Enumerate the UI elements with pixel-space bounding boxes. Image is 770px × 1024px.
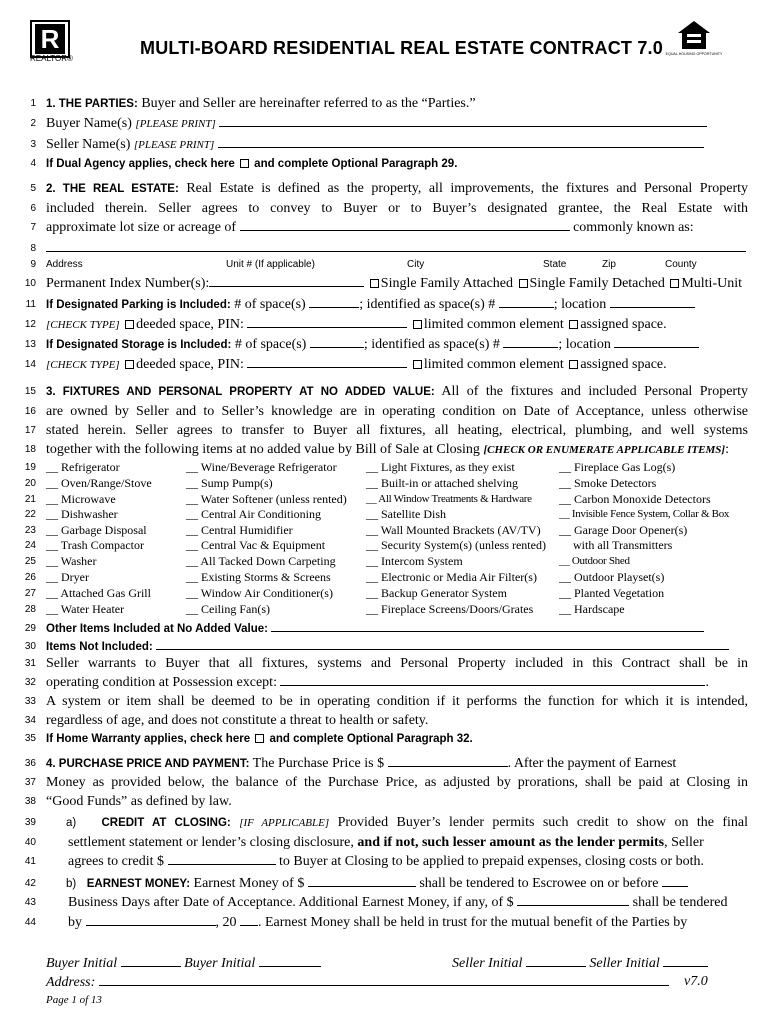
item-row: 26 __ Dryer __ Existing Storms & Screens __ Electronic or Media Air Filter(s) __ Outdoor Playset(s) bbox=[24, 570, 665, 584]
line-2 bbox=[22, 114, 748, 134]
line-44: 44 by , 20 . Earnest Money shall be held in trust for the mutual benefit of the Parties by bbox=[22, 913, 748, 933]
line-14: 14 [CHECK TYPE] deeded space, PIN: limited common element assigned space. bbox=[22, 355, 748, 375]
line-16: 16 are owned by Seller and to Seller’s knowledge are in operating condition on Date of Acceptance, unless otherwise bbox=[22, 402, 748, 422]
home-warranty-checkbox[interactable] bbox=[255, 734, 264, 743]
line-13: 13 If Designated Storage is Included: # of space(s) ; identified as space(s) # ; location bbox=[22, 335, 748, 355]
line-9 bbox=[22, 255, 748, 275]
line-43: 43 Business Days after Date of Acceptance. Additional Earnest Money, if any, of $ shall be tendered bbox=[22, 893, 748, 913]
line-number: 13 bbox=[24, 339, 36, 350]
note: [PLEASE PRINT] bbox=[135, 118, 216, 130]
footer-address-field[interactable] bbox=[99, 974, 669, 986]
single-family-detached-checkbox[interactable] bbox=[519, 279, 528, 288]
storage-location-field[interactable] bbox=[614, 336, 699, 348]
item-row: 20 __ Oven/Range/Stove __ Sump Pump(s) __ Built-in or attached shelving __ Smoke Detectors bbox=[24, 476, 657, 490]
line-29: 29 Other Items Included at No Added Value: bbox=[22, 619, 748, 639]
line-number: 29 bbox=[24, 623, 36, 634]
multi-unit-checkbox[interactable] bbox=[670, 279, 679, 288]
line-number: 37 bbox=[24, 777, 36, 788]
equal-housing-icon bbox=[665, 19, 723, 59]
line-39: 39 a) CREDIT AT CLOSING: [IF APPLICABLE] Provided Buyer’s lender permits such credit to show on the final bbox=[22, 813, 748, 833]
page-number: Page 1 of 13 bbox=[46, 994, 102, 1006]
line-number: 16 bbox=[24, 406, 36, 417]
parking-pin-field[interactable] bbox=[247, 316, 407, 328]
city-caption: City bbox=[407, 259, 425, 270]
line-number: 15 bbox=[24, 386, 36, 397]
line-32: 32 operating condition at Possession except: . bbox=[22, 673, 748, 693]
section-heading: 3. FIXTURES AND PERSONAL PROPERTY AT NO ADDED VALUE: bbox=[46, 386, 435, 398]
item-row: 28 __ Water Heater __ Ceiling Fan(s) __ Fireplace Screens/Doors/Grates __ Hardscape bbox=[24, 602, 625, 616]
storage-pin-field[interactable] bbox=[247, 356, 407, 368]
earnest-money-field[interactable] bbox=[308, 875, 416, 887]
line-41: 41 agrees to credit $ to Buyer at Closing to be applied to prepaid expenses, closing costs or both. bbox=[22, 852, 748, 872]
dual-agency-checkbox[interactable] bbox=[240, 159, 249, 168]
storage-deeded-checkbox[interactable] bbox=[125, 360, 134, 369]
line-number: 30 bbox=[24, 641, 36, 652]
line-15: 15 3. FIXTURES AND PERSONAL PROPERTY AT NO ADDED VALUE: All of the fixtures and included Personal Property bbox=[22, 382, 748, 402]
line-number: 31 bbox=[24, 658, 36, 669]
parking-space-field[interactable] bbox=[499, 296, 554, 308]
eho-caption: EQUAL HOUSING OPPORTUNITY bbox=[665, 52, 723, 56]
unit-caption: Unit # (If applicable) bbox=[226, 259, 315, 270]
line-11: 11 If Designated Parking is Included: # of space(s) ; identified as space(s) # ; location bbox=[22, 295, 748, 315]
single-family-attached-checkbox[interactable] bbox=[370, 279, 379, 288]
storage-assigned-checkbox[interactable] bbox=[569, 360, 578, 369]
line-33: 33 A system or item shall be deemed to be in operating condition if it performs the function for which it is intended, bbox=[22, 692, 748, 712]
item-row: 25 __ Washer __ All Tacked Down Carpeting __ Intercom System __ Outdoor Shed bbox=[24, 554, 630, 568]
parking-assigned-checkbox[interactable] bbox=[569, 320, 578, 329]
storage-limited-checkbox[interactable] bbox=[413, 360, 422, 369]
line-6: 6 included therein. Seller agrees to convey to Buyer or to Buyer’s designated grantee, the Real Estate with bbox=[22, 199, 748, 219]
parking-deeded-checkbox[interactable] bbox=[125, 320, 134, 329]
storage-count-field[interactable] bbox=[310, 336, 364, 348]
line-number: 18 bbox=[24, 444, 36, 455]
seller-name-field[interactable] bbox=[218, 136, 704, 148]
line-number: 9 bbox=[30, 259, 36, 270]
line-number: 2 bbox=[30, 118, 36, 129]
line-42: 42 b) EARNEST MONEY: Earnest Money of $ shall be tendered to Escrowee on or before bbox=[22, 874, 748, 894]
state-caption: State bbox=[543, 259, 567, 270]
other-items-field[interactable] bbox=[271, 620, 704, 632]
line-number: 12 bbox=[24, 319, 36, 330]
line-10: 10 Permanent Index Number(s): Single Family Attached Single Family Detached Multi-Unit bbox=[22, 274, 748, 294]
buyer-initial-2-field[interactable] bbox=[259, 955, 321, 967]
line-number: 1 bbox=[30, 98, 36, 109]
credit-amount-field[interactable] bbox=[168, 853, 276, 865]
item-row: 27 __ Attached Gas Grill __ Window Air Conditioner(s) __ Backup Generator System __ Planted Vegetation bbox=[24, 586, 665, 600]
property-address-field[interactable] bbox=[46, 240, 746, 252]
line-7: 7 approximate lot size or acreage of commonly known as: bbox=[22, 218, 748, 238]
line-40: 40 settlement statement or lender’s closing disclosure, and if not, such lesser amount as the lender permits, Seller bbox=[22, 833, 748, 853]
lot-size-field[interactable] bbox=[240, 219, 570, 231]
line-30: 30 Items Not Included: bbox=[22, 637, 748, 657]
note: [PLEASE PRINT] bbox=[133, 139, 215, 151]
item-row: 21 __ Microwave __ Water Softener (unless rented) __ All Window Treatments & Hardware __ Carbon Monoxide Detectors bbox=[24, 492, 711, 506]
parking-count-field[interactable] bbox=[309, 296, 359, 308]
line-4: 4 If Dual Agency applies, check here and complete Optional Paragraph 29. bbox=[22, 154, 748, 174]
seller-initial-2-field[interactable] bbox=[663, 955, 708, 967]
line-18: 18 together with the following items at no added value by Bill of Sale at Closing [CHECK OR ENUMERATE APPLICABLE ITEMS]: bbox=[22, 440, 748, 460]
line-number: 42 bbox=[24, 878, 36, 889]
buyer-initial-1-field[interactable] bbox=[121, 955, 181, 967]
line-number: 40 bbox=[24, 837, 36, 848]
version-label: v7.0 bbox=[684, 974, 708, 989]
seller-name-label: Seller Name(s) bbox=[46, 137, 131, 152]
line-number: 34 bbox=[24, 715, 36, 726]
page-title: MULTI-BOARD RESIDENTIAL REAL ESTATE CONTRACT 7.0 bbox=[140, 38, 663, 58]
line-number: 14 bbox=[24, 359, 36, 370]
county-caption: County bbox=[665, 259, 697, 270]
line-12: 12 [CHECK TYPE] deeded space, PIN: limited common element assigned space. bbox=[22, 315, 748, 335]
item-row: 23 __ Garbage Disposal __ Central Humidifier __ Wall Mounted Brackets (AV/TV) __ Garage Door Opener(s) bbox=[24, 523, 688, 537]
line-number: 44 bbox=[24, 917, 36, 928]
line-number: 6 bbox=[30, 203, 36, 214]
seller-initials: Seller Initial Seller Initial bbox=[452, 955, 708, 972]
item-row: 22 __ Dishwasher __ Central Air Conditioning __ Satellite Dish __ Invisible Fence System, Collar & Box bbox=[24, 507, 730, 521]
parking-location-field[interactable] bbox=[610, 296, 695, 308]
line-number: 3 bbox=[30, 139, 36, 150]
svg-text:R: R bbox=[40, 24, 60, 54]
section-heading: 2. THE REAL ESTATE: bbox=[46, 183, 179, 195]
line-5: 5 2. THE REAL ESTATE: Real Estate is defined as the property, all improvements, the fixtures and Personal Property bbox=[22, 179, 748, 199]
seller-initial-1-field[interactable] bbox=[526, 955, 586, 967]
items-not-included-field[interactable] bbox=[156, 638, 729, 650]
section-heading: 4. PURCHASE PRICE AND PAYMENT: bbox=[46, 758, 250, 770]
line-number: 17 bbox=[24, 425, 36, 436]
item-row: 19 __ Refrigerator __ Wine/Beverage Refrigerator __ Light Fixtures, as they exist __ Fireplace Gas Log(s) bbox=[24, 460, 676, 474]
line-number: 36 bbox=[24, 758, 36, 769]
zip-caption: Zip bbox=[602, 259, 616, 270]
line-3 bbox=[22, 135, 748, 155]
earnest-date-field[interactable] bbox=[86, 914, 216, 926]
line-36: 36 4. PURCHASE PRICE AND PAYMENT: The Purchase Price is $ . After the payment of Earnest bbox=[22, 754, 748, 774]
business-days-field[interactable] bbox=[662, 875, 688, 887]
section-heading: 1. THE PARTIES: bbox=[46, 98, 138, 110]
parking-limited-checkbox[interactable] bbox=[413, 320, 422, 329]
line-number: 32 bbox=[24, 677, 36, 688]
line-number: 10 bbox=[24, 278, 36, 289]
line-1 bbox=[22, 94, 748, 114]
buyer-name-label: Buyer Name(s) bbox=[46, 116, 132, 131]
buyer-initials: Buyer Initial Buyer Initial bbox=[46, 955, 321, 972]
line-number: 11 bbox=[25, 299, 36, 310]
line-number: 41 bbox=[24, 856, 36, 867]
line-number: 43 bbox=[24, 897, 36, 908]
text: Buyer and Seller are hereinafter referred to as the “Parties.” bbox=[141, 96, 476, 111]
line-number: 38 bbox=[24, 796, 36, 807]
line-number: 7 bbox=[30, 222, 36, 233]
line-number: 8 bbox=[30, 243, 36, 254]
logo-caption: REALTOR® bbox=[30, 54, 73, 63]
line-number: 35 bbox=[24, 733, 36, 744]
purchase-price-field[interactable] bbox=[388, 755, 508, 767]
pin-field[interactable] bbox=[209, 275, 364, 287]
line-37: 37 Money as provided below, the balance of the Purchase Price, as adjusted by prorations, shall be paid at Closing in bbox=[22, 773, 748, 793]
additional-earnest-field[interactable] bbox=[517, 894, 629, 906]
line-38: 38 “Good Funds” as defined by law. bbox=[22, 792, 748, 812]
possession-exceptions-field[interactable] bbox=[280, 674, 705, 686]
line-35: 35 If Home Warranty applies, check here and complete Optional Paragraph 32. bbox=[22, 729, 748, 749]
line-number: 5 bbox=[30, 183, 36, 194]
address-caption: Address bbox=[46, 259, 83, 270]
line-number: 4 bbox=[30, 158, 36, 169]
earnest-year-field[interactable] bbox=[240, 914, 258, 926]
footer-address: Address: bbox=[46, 974, 669, 991]
line-34: 34 regardless of age, and does not constitute a threat to health or safety. bbox=[22, 711, 748, 731]
line-number: 33 bbox=[24, 696, 36, 707]
line-17: 17 stated herein. Seller agrees to transfer to Buyer all fixtures, all heating, electrical, plumbing, and well systems bbox=[22, 421, 748, 441]
buyer-name-field[interactable] bbox=[219, 115, 707, 127]
item-row: 24 __ Trash Compactor __ Central Vac & Equipment __ Security System(s) (unless rented) with all Transmitters bbox=[24, 538, 673, 552]
line-number: 39 bbox=[24, 817, 36, 828]
storage-space-field[interactable] bbox=[503, 336, 558, 348]
line-31: 31 Seller warrants to Buyer that all fixtures, systems and Personal Property included in this Contract shall be in bbox=[22, 654, 748, 674]
